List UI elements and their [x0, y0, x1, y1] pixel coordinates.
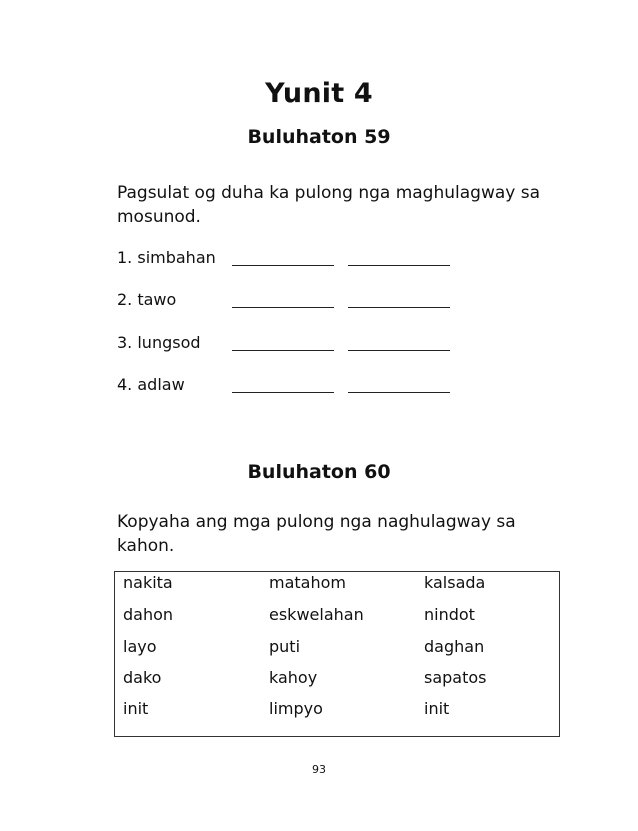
answer-blank	[232, 392, 334, 393]
word: matahom	[269, 573, 346, 592]
item-label: 1. simbahan	[117, 248, 216, 267]
answer-blank	[348, 350, 450, 351]
word-box	[114, 571, 560, 737]
word-row	[115, 637, 559, 667]
word: init	[424, 699, 450, 718]
word: limpyo	[269, 699, 323, 718]
answer-blank	[348, 265, 450, 266]
word: nakita	[123, 573, 173, 592]
item-label: 2. tawo	[117, 290, 177, 309]
word-row	[115, 668, 559, 698]
word: puti	[269, 637, 301, 656]
answer-blank	[232, 307, 334, 308]
word: nindot	[424, 605, 475, 624]
word-row	[115, 605, 559, 635]
instruction-buluhaton-59: Pagsulat og duha ka pulong nga maghulagway sa mosunod.	[117, 183, 541, 227]
item-label: 3. lungsod	[117, 333, 201, 352]
instruction-buluhaton-60: Kopyaha ang mga pulong nga naghulagway sa kahon.	[117, 512, 516, 556]
word: daghan	[424, 637, 485, 656]
word: layo	[123, 637, 157, 656]
section-title-buluhaton-60: Buluhaton 60	[247, 461, 391, 483]
word: init	[123, 699, 149, 718]
answer-blank	[232, 350, 334, 351]
word-row	[115, 699, 559, 729]
section-title-buluhaton-59: Buluhaton 59	[247, 126, 391, 148]
answer-blank	[348, 392, 450, 393]
word: dako	[123, 668, 162, 687]
word: eskwelahan	[269, 605, 364, 624]
word: kahoy	[269, 668, 318, 687]
word: kalsada	[424, 573, 486, 592]
answer-blank	[232, 265, 334, 266]
answer-blank	[348, 307, 450, 308]
word: sapatos	[424, 668, 487, 687]
item-label: 4. adlaw	[117, 375, 185, 394]
word: dahon	[123, 605, 174, 624]
word-row	[115, 573, 559, 603]
page-number: 93	[312, 763, 326, 776]
unit-title: Yunit 4	[265, 78, 373, 109]
